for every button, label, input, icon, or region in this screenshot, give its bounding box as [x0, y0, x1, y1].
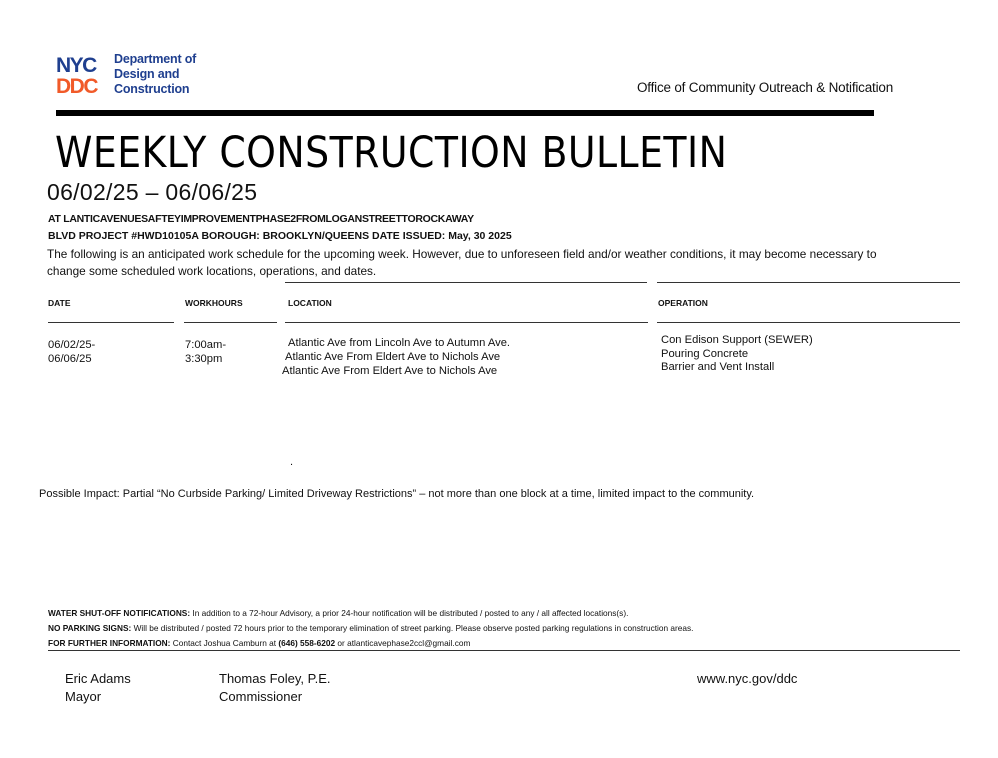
table-cell-workhours	[185, 338, 226, 366]
header-divider	[56, 110, 874, 116]
mayor-name: Eric Adams	[65, 671, 131, 686]
logo-nyc-text: NYC	[56, 54, 96, 77]
col-header-date: DATE	[48, 298, 71, 308]
date-header-rule	[48, 322, 174, 323]
table-cell-date	[48, 338, 95, 366]
nyc-ddc-logo	[55, 52, 107, 96]
operation-header-rule	[657, 322, 960, 323]
bulletin-title: WEEKLY CONSTRUCTION BULLETIN	[55, 128, 728, 178]
office-name: Office of Community Outreach & Notification	[637, 80, 894, 95]
commissioner-name: Thomas Foley, P.E.	[219, 671, 331, 686]
col-header-operation: OPERATION	[658, 298, 708, 308]
mayor-block	[65, 670, 131, 706]
location-item-2: Atlantic Ave From Eldert Ave to Nichols Ave	[285, 351, 501, 363]
further-info-notice	[48, 636, 693, 651]
no-parking-notice	[48, 621, 693, 636]
info-text: Contact Joshua Camburn at	[170, 638, 279, 648]
logo-ddc-text: DDC	[56, 75, 97, 96]
col-header-location: LOCATION	[288, 298, 332, 308]
possible-impact: Possible Impact: Partial “No Curbside Parking/ Limited Driveway Restrictions” – not more than one block at a time, limited impact to the community.	[39, 488, 755, 500]
commissioner-block	[219, 670, 331, 706]
operation-top-rule	[657, 282, 960, 283]
parking-label: NO PARKING SIGNS:	[48, 623, 132, 633]
stray-mark: .	[290, 456, 294, 468]
project-line-2: BLVD PROJECT #HWD10105A BOROUGH: BROOKLYN/QUEENS DATE ISSUED: May, 30 2025	[48, 230, 512, 242]
col-header-workhours: WORKHOURS	[185, 298, 243, 308]
operation-item-2: Pouring Concrete	[661, 348, 749, 360]
department-line-3: Construction	[114, 82, 190, 96]
location-top-rule	[285, 282, 647, 283]
info-phone: (646) 558-6202	[278, 638, 336, 648]
location-item-3: Atlantic Ave From Eldert Ave to Nichols Ave	[282, 365, 498, 377]
parking-text: Will be distributed / posted 72 hours prior to the temporary elimination of street parking. Please observe posted parking regulations in construction areas.	[131, 623, 694, 633]
water-text: In addition to a 72-hour Advisory, a prior 24-hour notification will be distributed / posted to any / all affected locations(s).	[190, 608, 629, 618]
notices	[48, 606, 693, 651]
location-item-1: Atlantic Ave from Lincoln Ave to Autumn Ave.	[288, 337, 511, 349]
project-line-1: AT LANTICAVENUESAFTEYIMPROVEMENTPHASE2FROMLOGANSTREETTOROCKAWAY	[48, 213, 474, 225]
operation-item-3: Barrier and Vent Install	[661, 361, 775, 373]
info-label: FOR FURTHER INFORMATION:	[48, 638, 171, 648]
date-line-1: 06/02/25-	[48, 339, 96, 351]
department-name	[114, 52, 196, 97]
water-label: WATER SHUT-OFF NOTIFICATIONS:	[48, 608, 191, 618]
hours-line-1: 7:00am-	[185, 339, 227, 351]
mayor-title: Mayor	[65, 689, 102, 704]
commissioner-title: Commissioner	[219, 689, 303, 704]
hours-line-2: 3:30pm	[185, 353, 223, 365]
water-shutoff-notice	[48, 606, 693, 621]
operation-item-1: Con Edison Support (SEWER)	[661, 334, 813, 346]
workhours-header-rule	[184, 322, 277, 323]
bulletin-date-range: 06/02/25 – 06/06/25	[47, 179, 258, 205]
website-link[interactable]: www.nyc.gov/ddc	[697, 671, 798, 686]
footer-divider	[48, 650, 960, 651]
info-email: or atlanticavephase2ccl@gmail.com	[335, 638, 471, 648]
department-line-2: Design and	[114, 67, 180, 81]
date-line-2: 06/06/25	[48, 353, 92, 365]
intro-paragraph: The following is an anticipated work schedule for the upcoming week. However, due to unforeseen field and/or weather conditions, it may become necessary to change some scheduled work locations, operations, and dates.	[47, 247, 877, 278]
department-line-1: Department of	[114, 52, 197, 66]
location-header-rule	[285, 322, 648, 323]
